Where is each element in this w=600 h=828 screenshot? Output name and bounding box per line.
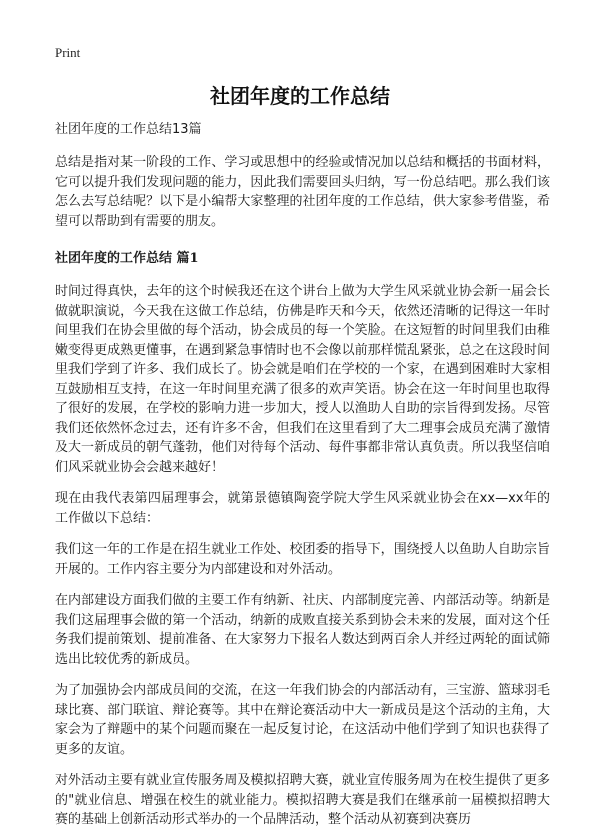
body-paragraph: 现在由我代表第四届理事会，就第景德镇陶瓷学院大学生风采就业协会在xx—xx年的工作做以下总结：: [55, 491, 550, 526]
article-body: [55, 120, 550, 828]
body-paragraph: 时间过得真快，去年的这个时候我还在这个讲台上做为大学生风采就业协会新一届会长做就职演说，今天我在这做工作总结，仿佛是昨天和今天，依然还清晰的记得这一年时间里我们在协会里做的每个活动，协会成员的每一个笑脸。在这短暂的时间里我们由稚嫩变得更成熟更懂事，在遇到紧急事情时也不会像以前那样慌乱紧张，总之在这段时间里我们学到了许多、我们成长了。协会就是咱们在学校的一个家，在遇到困难时大家相互鼓励相互支持，在这一年时间里充满了很多的欢声笑语。协会在这一年时间里也取得了很好的发展，在学校的影响力进一步加大，授人以渔助人自助的宗旨得到发扬。尽管我们还依然怀念过去，还有许多不舍，但我们在这里看到了大二理事会成员充满了激情及大一新成员的朝气蓬勃，他们对待每个活动、每件事都非常认真负责。所以我坚信咱们风采就业协会会越来越好！: [55, 284, 550, 475]
body-paragraph: 对外活动主要有就业宣传服务周及模拟招聘大赛，就业宣传服务周为在校生提供了更多的"就业信息、增强在校生的就业能力。模拟招聘大赛是我们在继承前一届模拟招聘大赛的基础上创新活动形式举办的一个品牌活动，整个活动从初赛到决赛历: [55, 773, 550, 827]
page-title: 社团年度的工作总结: [210, 84, 390, 108]
intro-paragraph: 总结是指对某一阶段的工作、学习或思想中的经验或情况加以总结和概括的书面材料，它可以提升我们发现问题的能力，因此我们需要回头归纳，写一份总结吧。那么我们该怎么去写总结呢？以下是小编帮大家整理的社团年度的工作总结，供大家参考借鉴，希望可以帮助到有需要的朋友。: [55, 155, 550, 229]
body-paragraph: 在内部建设方面我们做的主要工作有纳新、社庆、内部制度完善、内部活动等。纳新是我们这届理事会做的第一个活动，纳新的成败直接关系到协会未来的发展，面对这个任务我们提前策划、提前准备、在大家努力下报名人数达到两百余人并经过两轮的面试筛选出比较优秀的新成员。: [55, 593, 550, 667]
section-heading: 社团年度的工作总结 篇1: [55, 251, 199, 266]
body-paragraph: 为了加强协会内部成员间的交流，在这一年我们协会的内部活动有，三宝游、篮球羽毛球比赛、部门联谊、辩论赛等。其中在辩论赛活动中大一新成员是这个活动的主角，大家会为了辩题中的某个问题而聚在一起反复讨论，在这活动中他们学到了知识也获得了更多的友谊。: [55, 683, 550, 757]
body-paragraph: 我们这一年的工作是在招生就业工作处、校团委的指导下，围绕授人以鱼助人自助宗旨开展的。工作内容主要分为内部建设和对外活动。: [55, 542, 550, 577]
article-subtitle: 社团年度的工作总结13篇: [55, 122, 202, 137]
print-link[interactable]: Print: [55, 45, 81, 60]
